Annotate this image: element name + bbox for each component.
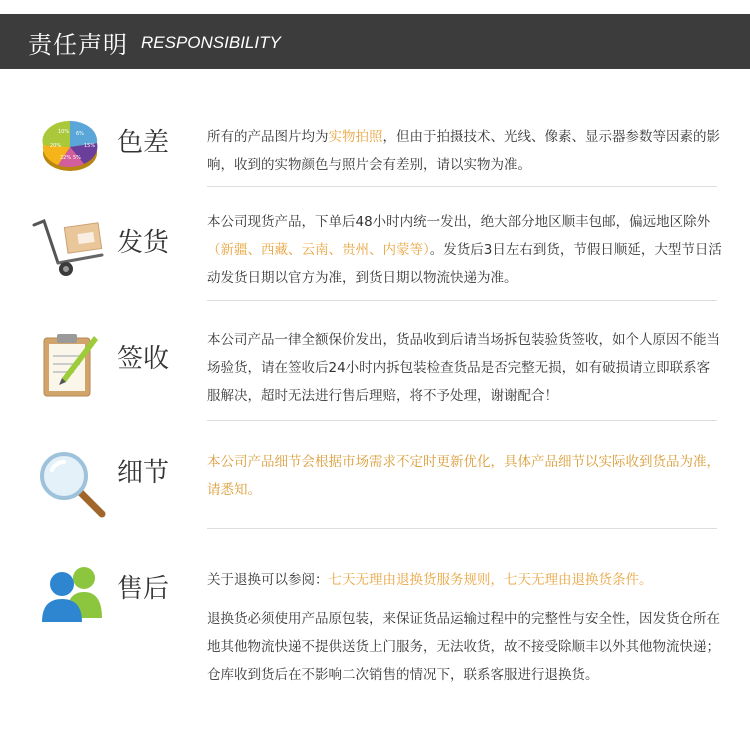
divider: [207, 420, 717, 421]
header-title-en: RESPONSIBILITY: [141, 33, 281, 52]
text-part: 所有的产品图片均为: [207, 129, 329, 145]
divider: [207, 300, 717, 301]
section-title: 发货: [117, 228, 170, 258]
pie-label: 10%: [58, 129, 70, 135]
section-text: 本公司产品细节会根据市场需求不定时更新优化，具体产品细节以实际收到货品为准，请悉知。: [207, 454, 720, 498]
section-text: 退换货必须使用产品原包装，来保证货品运输过程中的完整性与安全性，因发货仓所在地其他物流快递不提供送货上门服务，无法收货，故不接受除顺丰以外其他物流快递；仓库收到货后在不影响二次销售的情况下，联系客服进行退换货。: [207, 611, 720, 683]
divider: [207, 528, 717, 529]
text-part: 。发货后3日左右到货，节假日顺延，大型节日活动发货日期以官方为准，到货日期以物流快递为准。: [207, 242, 722, 286]
header-bar: [0, 14, 750, 69]
text-highlight: 实物拍照: [328, 129, 383, 145]
text-part: ，但由于拍摄技术、光线、像素、显示器参数等因素的影响，收到的实物颜色与照片会有差别，请以实物为准。: [207, 129, 720, 173]
pie-label: 6%: [76, 131, 84, 137]
users-icon: [36, 562, 108, 624]
text-part: 关于退换可以参阅：: [207, 572, 329, 588]
section-text: 本公司产品一律全额保价发出，货品收到后请当场拆包装验货签收，如个人原因不能当场验货，请在签收后24小时内拆包装检查货品是否完整无损，如有破损请立即联系客服解决，超时无法进行售后理赔，将不予处理，谢谢配合！: [207, 332, 720, 404]
text-part: 本公司现货产品，下单后48小时内统一发出，绝大部分地区顺丰包邮，偏远地区除外: [207, 214, 711, 230]
text-highlight: 七天无理由退换货服务规则，七天无理由退换货条件。: [328, 572, 653, 588]
divider: [207, 186, 717, 187]
pie-label: 15%: [84, 143, 96, 149]
clipboard-icon: [40, 330, 100, 400]
section-text: [207, 208, 722, 292]
section-title: 售后: [117, 574, 170, 604]
section-text-reference: [207, 566, 722, 594]
pie-label: 22%: [60, 155, 72, 161]
pie-label: 5%: [73, 155, 81, 161]
section-text: [207, 123, 722, 179]
pie-label: 20%: [50, 143, 62, 149]
section-title: 细节: [117, 458, 170, 488]
magnifier-icon: [36, 448, 108, 520]
pie-chart-icon: [40, 113, 104, 177]
text-highlight: （新疆、西藏、云南、贵州、内蒙等）: [207, 242, 430, 258]
section-title: 签收: [117, 344, 170, 374]
hand-truck-icon: [30, 211, 110, 279]
section-title: 色差: [117, 128, 170, 158]
header-title-cn: 责任声明: [28, 31, 128, 59]
